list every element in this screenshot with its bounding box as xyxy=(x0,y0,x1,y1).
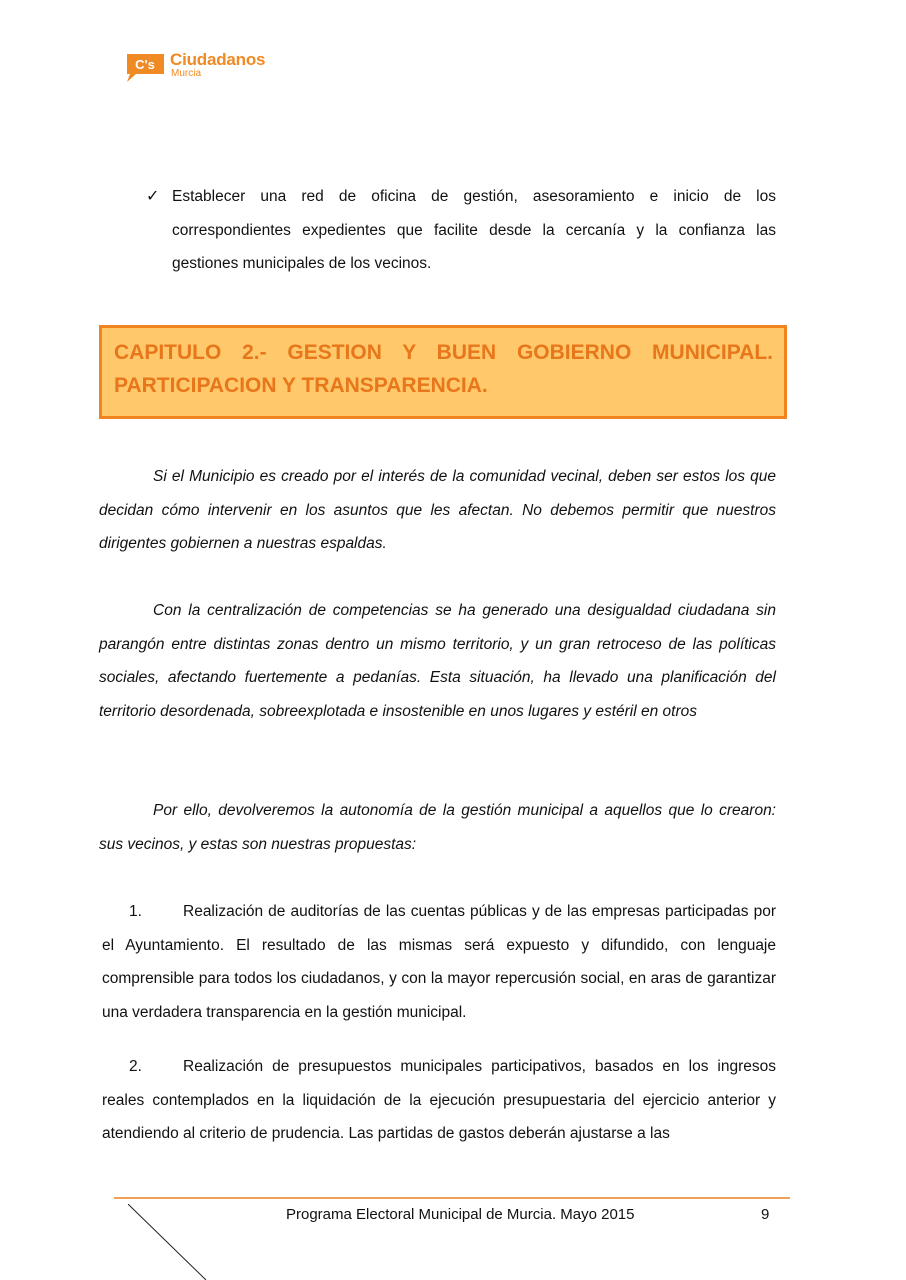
proposal-number: 2. xyxy=(129,1058,142,1075)
chapter-title: CAPITULO 2.- GESTION Y BUEN GOBIERNO MUNICIPAL. PARTICIPACION Y TRANSPARENCIA. xyxy=(114,341,773,397)
intro-paragraph-2 xyxy=(99,594,776,728)
logo-city: Murcia xyxy=(171,68,202,79)
proposal-number: 1. xyxy=(129,903,142,920)
paragraph-text: Con la centralización de competencias se ha generado una desigualdad ciudadana sin parangón entre distintas zonas dentro un mismo territorio, y un gran retroceso de las políticas sociales, afectando fuertemente a pedanías. Esta situación, ha llevado una planificación del territorio desordenada, sobreexplotada e insostenible en unos lugares y estéril en otros xyxy=(99,602,776,720)
chapter-heading-box xyxy=(99,325,787,419)
proposal-item-1 xyxy=(102,895,776,1029)
check-list-item-text: Establecer una red de oficina de gestión, asesoramiento e inicio de los correspondientes expedientes que facilite desde la cercanía y la confianza las gestiones municipales de los vecinos. xyxy=(172,188,776,272)
intro-paragraph-3 xyxy=(99,794,776,861)
page-number: 9 xyxy=(761,1206,770,1223)
proposal-item-2 xyxy=(102,1050,776,1151)
proposal-text: Realización de presupuestos municipales participativos, basados en los ingresos reales contemplados en la liquidación de la ejecución presupuestaria del ejercicio anterior y atendiendo al criterio de prudencia. Las partidas de gastos deberán ajustarse a las xyxy=(102,1058,776,1142)
logo-speech-bubble-icon xyxy=(124,52,166,82)
proposal-text: Realización de auditorías de las cuentas públicas y de las empresas participadas por el Ayuntamiento. El resultado de las mismas será expuesto y difundido, con lenguaje comprensible para todos los ciudadanos, y con la mayor repercusión social, en aras de garantizar una verdadera transparencia en la gestión municipal. xyxy=(102,903,776,1021)
logo-name: Ciudadanos xyxy=(170,50,266,69)
footer-diagonal-line xyxy=(128,1204,208,1280)
logo-mark-text: C's xyxy=(135,57,155,72)
ciudadanos-logo xyxy=(124,50,274,86)
intro-paragraph-1 xyxy=(99,460,776,561)
footer-divider xyxy=(114,1197,790,1199)
footer-title: Programa Electoral Municipal de Murcia. Mayo 2015 xyxy=(286,1206,635,1223)
checkmark-icon: ✓ xyxy=(146,188,160,205)
paragraph-text: Por ello, devolveremos la autonomía de la gestión municipal a aquellos que lo crearon: sus vecinos, y estas son nuestras propuestas: xyxy=(99,802,776,853)
paragraph-text: Si el Municipio es creado por el interés de la comunidad vecinal, deben ser estos los que decidan cómo intervenir en los asuntos que les afectan. No debemos permitir que nuestros dirigentes gobiernen a nuestras espaldas. xyxy=(99,468,776,552)
